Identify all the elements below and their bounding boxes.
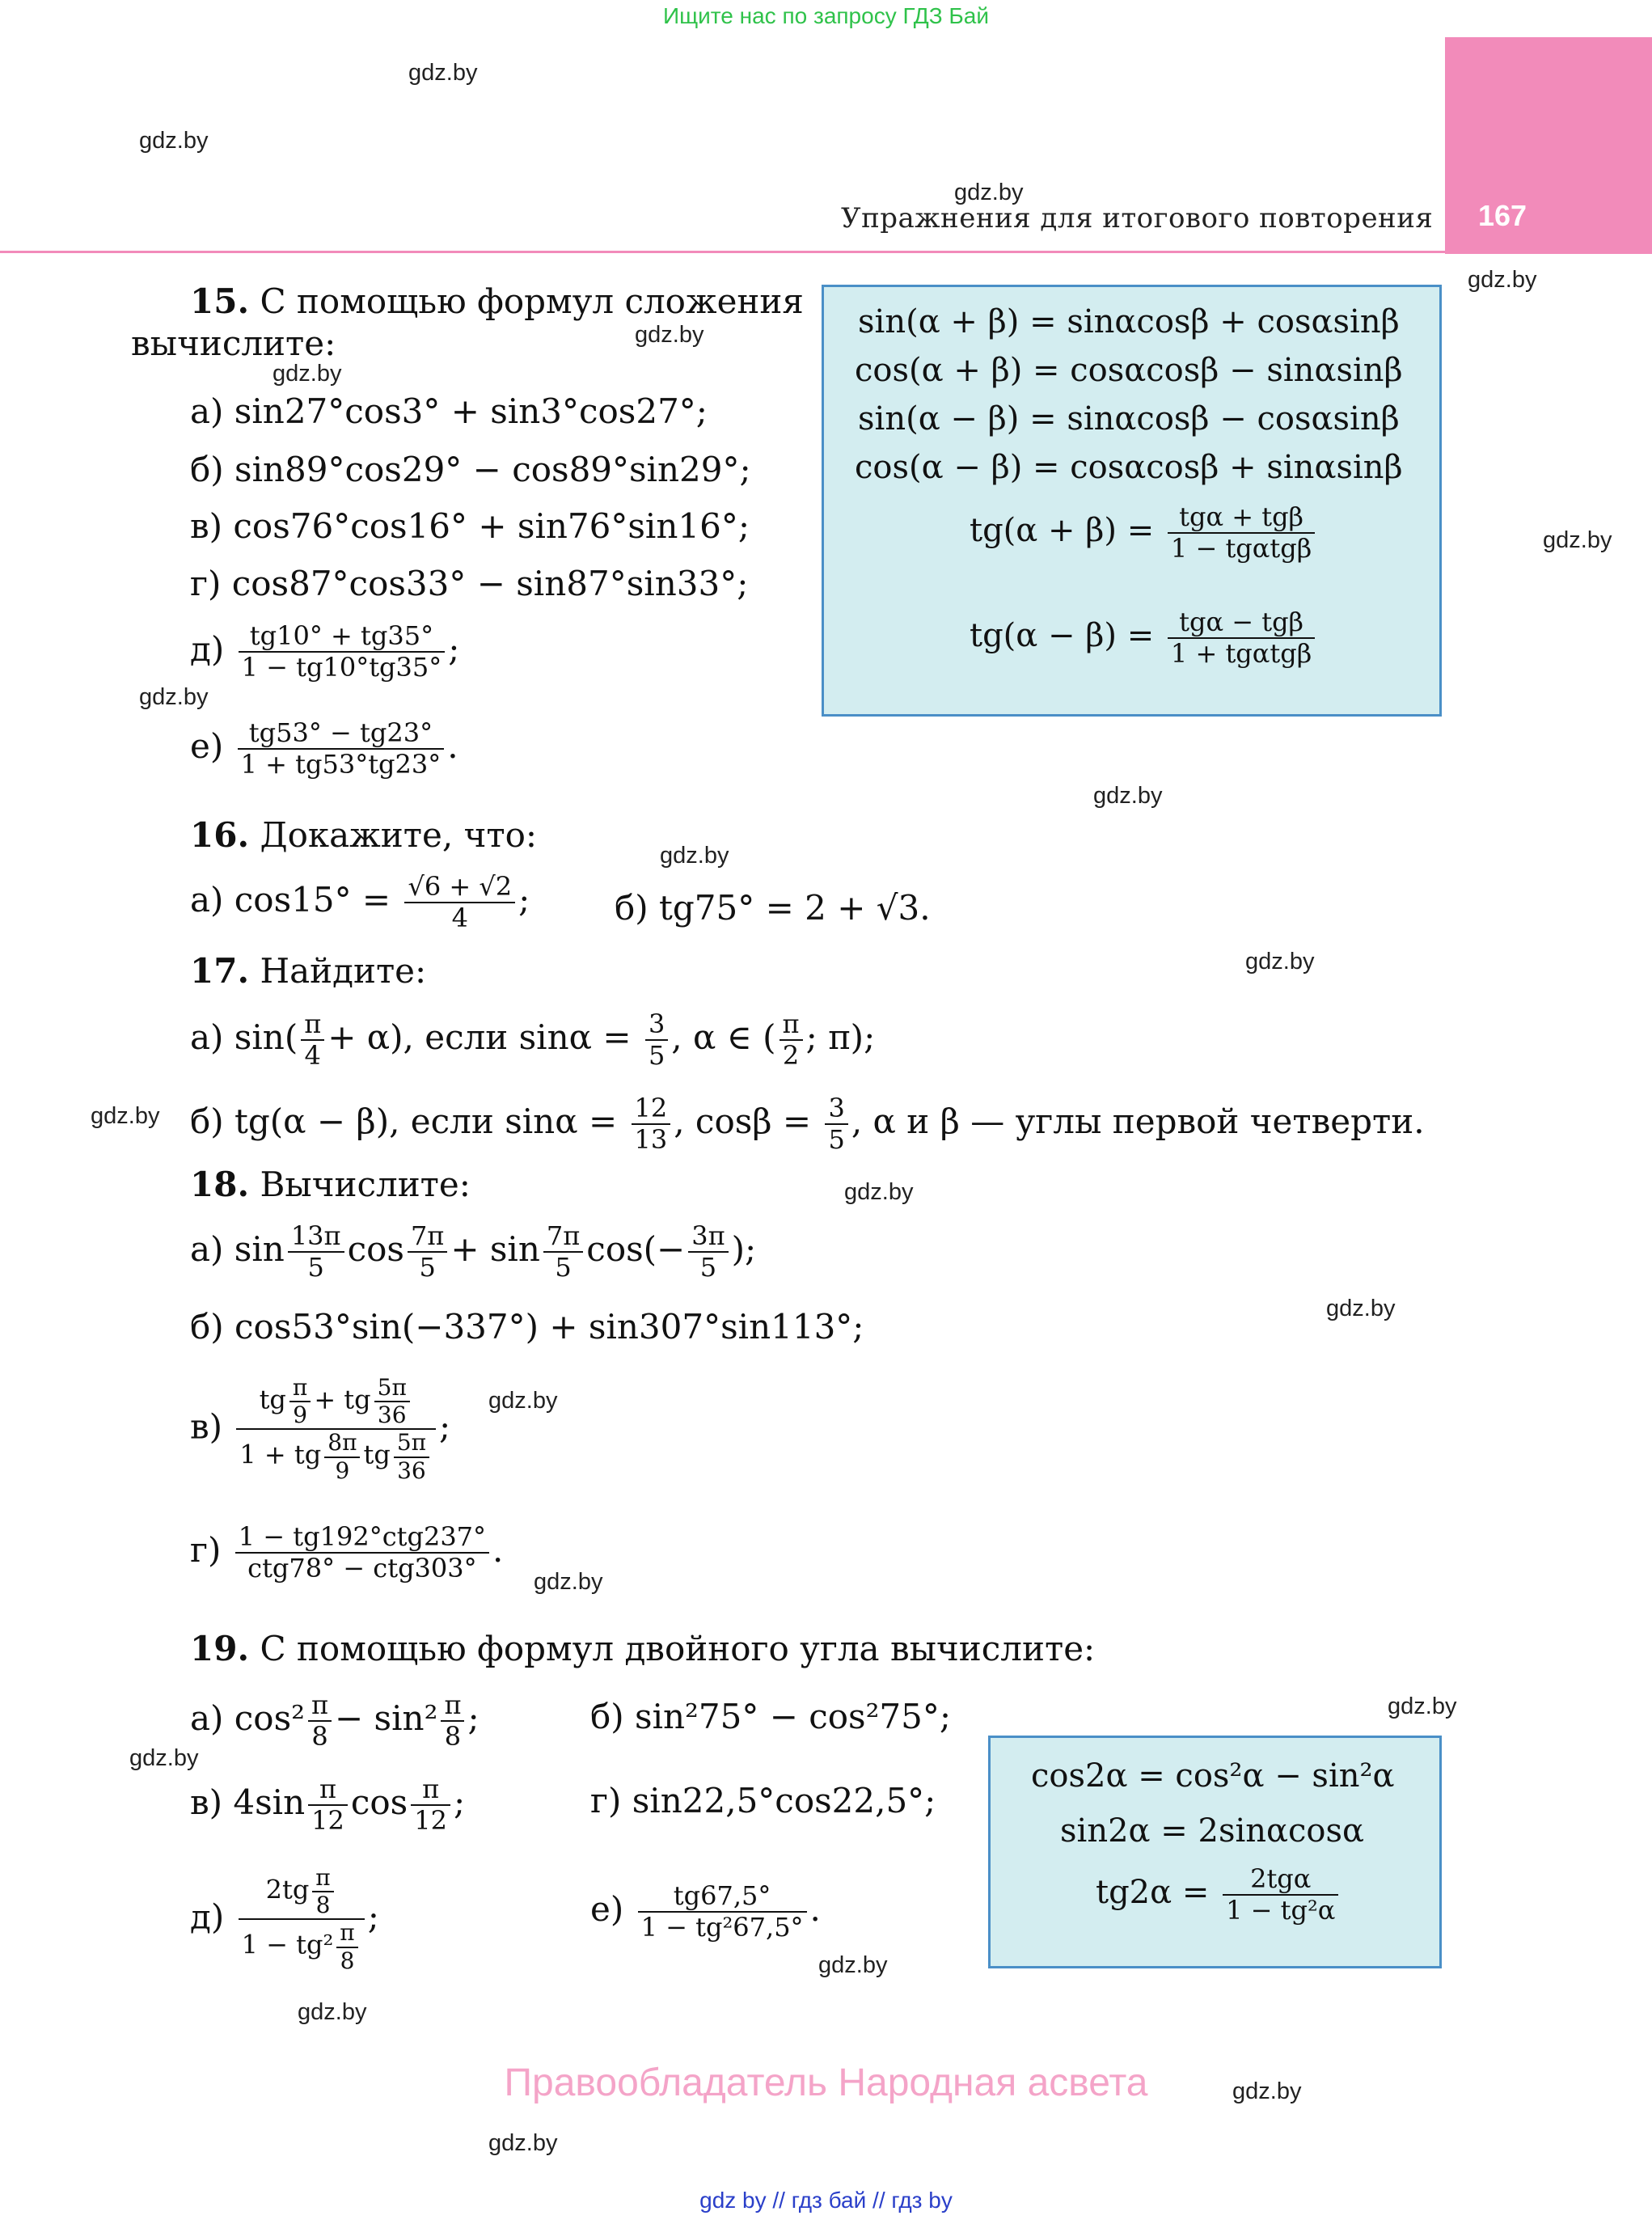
- fraction: [408, 1221, 447, 1283]
- exercise-17-heading: [190, 951, 426, 991]
- exercise-15-g: г) cos87°cos33° − sin87°sin33°;: [190, 564, 749, 603]
- text-part: 1 − tg²: [241, 1930, 334, 1961]
- watermark: gdz.by: [1543, 527, 1612, 553]
- formula-lhs: tg(α − β) =: [970, 616, 1155, 654]
- denominator: 5: [828, 1123, 845, 1155]
- denominator: 8: [340, 1947, 355, 1974]
- punctuation: ;: [439, 1406, 451, 1447]
- exercise-17-a: [190, 1009, 875, 1071]
- numerator: 3: [645, 1009, 668, 1041]
- item-label: е): [590, 1888, 624, 1929]
- numerator: 3: [825, 1093, 847, 1125]
- text-part: ;: [467, 1698, 480, 1738]
- fraction: [632, 1093, 671, 1155]
- numerator: 2tgα: [1223, 1864, 1338, 1896]
- denominator: [236, 1430, 436, 1483]
- numerator: tgα + tgβ: [1168, 502, 1315, 534]
- numerator: π: [308, 1690, 332, 1722]
- denominator: 36: [397, 1457, 426, 1484]
- denominator: 8: [311, 1720, 328, 1752]
- denominator: 9: [293, 1402, 308, 1429]
- exercise-15-d: [190, 621, 459, 683]
- numerator: 3π: [688, 1221, 728, 1253]
- denominator: 1 − tgαtgβ: [1170, 532, 1312, 564]
- denominator: 36: [377, 1402, 407, 1429]
- text-part: − sin²: [335, 1698, 438, 1738]
- watermark: gdz.by: [139, 128, 209, 154]
- denominator: 9: [335, 1457, 350, 1484]
- fraction: [235, 1522, 489, 1583]
- text-part: + α), если sinα =: [327, 1017, 632, 1057]
- text-part: + sin: [450, 1228, 540, 1269]
- fraction: [374, 1375, 410, 1428]
- denominator: 4: [451, 902, 468, 933]
- numerator: π: [336, 1920, 357, 1947]
- formula-tg2a: [1096, 1864, 1341, 1926]
- watermark: gdz.by: [1245, 949, 1315, 975]
- denominator: 5: [555, 1251, 572, 1283]
- exercise-number: 17.: [190, 951, 250, 991]
- watermark: gdz.by: [273, 361, 342, 387]
- exercise-15-heading: [190, 281, 804, 321]
- denominator: 1 − tg²67,5°: [640, 1911, 804, 1943]
- exercise-text: Найдите:: [260, 951, 427, 991]
- exercise-text: Докажите, что:: [260, 815, 538, 855]
- fraction: [645, 1009, 668, 1071]
- fraction: [1168, 607, 1315, 669]
- denominator: 2: [782, 1039, 800, 1071]
- text-part: cos: [350, 1782, 408, 1822]
- watermark: gdz.by: [91, 1103, 160, 1129]
- punctuation: .: [492, 1529, 504, 1570]
- numerator: π: [441, 1690, 464, 1722]
- text-part: б) tg(α − β), если sinα =: [190, 1101, 618, 1141]
- exercise-18-b: б) cos53°sin(−337°) + sin307°sin113°;: [190, 1307, 864, 1347]
- exercise-16-heading: [190, 815, 537, 855]
- fraction: [394, 1430, 429, 1483]
- exercise-19-heading: [190, 1629, 1095, 1668]
- item-label: д): [190, 1896, 225, 1937]
- fraction: [638, 1881, 807, 1943]
- formula-cos-diff: cos(α − β) = cosαcosβ + sinαsinβ: [855, 449, 1403, 486]
- numerator: [236, 1375, 436, 1430]
- watermark: gdz.by: [488, 2130, 558, 2156]
- numerator: π: [312, 1865, 333, 1892]
- watermark: gdz.by: [818, 1952, 888, 1978]
- watermark: gdz.by: [534, 1569, 603, 1595]
- text-part: в) 4sin: [190, 1782, 306, 1822]
- numerator: tg67,5°: [638, 1881, 807, 1913]
- denominator: [239, 1920, 365, 1973]
- double-angle-formulas-box: [988, 1736, 1442, 1968]
- text-part: а) cos²: [190, 1698, 305, 1738]
- text-part: , α ∈ (: [671, 1017, 776, 1057]
- exercise-text: С помощью формул двойного угла вычислите:: [260, 1629, 1096, 1668]
- numerator: 1 − tg192°ctg237°: [235, 1522, 489, 1554]
- text-part: а) sin: [190, 1228, 285, 1269]
- punctuation: ;: [367, 1896, 379, 1937]
- formula-sin2a: sin2α = 2sinαcosα: [1060, 1812, 1365, 1850]
- watermark: gdz.by: [1468, 267, 1537, 293]
- numerator: [239, 1865, 365, 1920]
- fraction: [301, 1009, 324, 1071]
- exercise-18-a: [190, 1221, 756, 1283]
- formula-sin-sum: sin(α + β) = sinαcosβ + cosαsinβ: [858, 303, 1400, 340]
- denominator: 8: [444, 1720, 462, 1752]
- formula-tg-diff: [970, 607, 1318, 669]
- exercise-text: Вычислите:: [260, 1165, 471, 1204]
- fraction: [239, 1865, 365, 1974]
- numerator: π: [308, 1774, 348, 1806]
- addition-formulas-box: [822, 285, 1442, 717]
- denominator: 4: [304, 1039, 321, 1071]
- header-divider: [0, 251, 1447, 253]
- numerator: π: [411, 1774, 450, 1806]
- exercise-19-b: б) sin²75° − cos²75°;: [590, 1697, 952, 1736]
- text-part: ; π);: [805, 1017, 876, 1057]
- numerator: √6 + √2: [404, 872, 515, 903]
- text-part: 2tg: [265, 1874, 310, 1905]
- denominator: 12: [414, 1804, 447, 1836]
- page-number: 167: [1478, 199, 1527, 232]
- numerator: tg10° + tg35°: [239, 621, 446, 653]
- formula-sin-diff: sin(α − β) = sinαcosβ − cosαsinβ: [858, 400, 1400, 438]
- text-part: , cosβ =: [674, 1101, 812, 1141]
- exercise-19-d: [190, 1865, 379, 1974]
- watermark: gdz.by: [408, 60, 478, 86]
- text-part: , α и β — углы первой четверти.: [851, 1101, 1425, 1141]
- text-part: + tg: [314, 1384, 371, 1415]
- text-part: );: [731, 1228, 757, 1269]
- denominator: 5: [699, 1251, 717, 1283]
- exercise-number: 19.: [190, 1629, 250, 1668]
- fraction: [441, 1690, 464, 1752]
- running-header: Упражнения для итогового повторения: [841, 202, 1434, 235]
- exercise-19-a: [190, 1690, 480, 1752]
- exercise-18-g: [190, 1522, 503, 1583]
- fraction: [411, 1774, 450, 1836]
- exercise-19-v: [190, 1774, 465, 1836]
- fraction: [336, 1920, 357, 1973]
- fraction: [404, 872, 515, 933]
- text-part: tg: [363, 1440, 391, 1471]
- numerator: 7π: [543, 1221, 583, 1253]
- fraction: [308, 1774, 348, 1836]
- watermark: gdz.by: [1232, 2078, 1302, 2104]
- formula-cos-sum: cos(α + β) = cosαcosβ − sinαsinβ: [855, 352, 1403, 389]
- denominator: ctg78° − ctg303°: [247, 1552, 477, 1583]
- watermark: gdz.by: [954, 180, 1024, 205]
- denominator: 5: [307, 1251, 324, 1283]
- exercise-17-b: [190, 1093, 1425, 1155]
- denominator: 1 + tgαtgβ: [1170, 637, 1312, 669]
- numerator: 12: [632, 1093, 671, 1125]
- copyright-footer: Правообладатель Народная асвета: [504, 2061, 1148, 2104]
- numerator: 13π: [288, 1221, 344, 1253]
- fraction: [236, 1375, 436, 1484]
- watermark: gdz.by: [1388, 1693, 1457, 1719]
- fraction: [289, 1375, 311, 1428]
- numerator: π: [289, 1375, 311, 1402]
- watermark: gdz.by: [298, 1999, 367, 2025]
- watermark: gdz.by: [660, 843, 729, 869]
- exercise-18-heading: [190, 1165, 471, 1204]
- bottom-links[interactable]: gdz by // гдз бай // гдз by: [699, 2188, 953, 2213]
- fraction: [324, 1430, 360, 1483]
- item-label: г): [190, 1529, 222, 1570]
- numerator: 5π: [374, 1375, 410, 1402]
- item-label: в): [190, 1406, 223, 1447]
- denominator: 5: [648, 1039, 665, 1071]
- numerator: π: [780, 1009, 803, 1041]
- watermark: gdz.by: [488, 1388, 558, 1414]
- page-number-tab: [1445, 37, 1652, 254]
- text-part: cos: [347, 1228, 404, 1269]
- formula-tg-sum: [970, 502, 1318, 564]
- denominator: 1 − tg²α: [1226, 1894, 1336, 1926]
- text-part: 1 + tg: [239, 1440, 322, 1471]
- exercise-text: С помощью формул сложения: [260, 281, 804, 321]
- numerator: 5π: [394, 1430, 429, 1457]
- fraction: [312, 1865, 333, 1918]
- fraction: [825, 1093, 847, 1155]
- watermark: gdz.by: [1326, 1296, 1396, 1321]
- watermark: gdz.by: [129, 1745, 199, 1771]
- fraction: [288, 1221, 344, 1283]
- watermark: gdz.by: [844, 1179, 914, 1205]
- exercise-number: 16.: [190, 815, 250, 855]
- text-part: tg: [259, 1384, 286, 1415]
- top-banner: Ищите нас по запросу ГДЗ Бай: [662, 3, 990, 28]
- exercise-16-a: [190, 872, 530, 933]
- exercise-15-e: [190, 718, 458, 780]
- fraction: [1223, 1864, 1338, 1926]
- exercise-16-b: б) tg75° = 2 + √3.: [615, 888, 931, 928]
- fraction: [688, 1221, 728, 1283]
- denominator: 12: [311, 1804, 344, 1836]
- formula-lhs: а) cos15° =: [190, 879, 391, 920]
- item-label: е): [190, 725, 224, 766]
- fraction: [238, 718, 445, 780]
- watermark: gdz.by: [635, 322, 704, 348]
- fraction: [239, 621, 446, 683]
- numerator: tg53° − tg23°: [238, 718, 445, 750]
- punctuation: ;: [518, 879, 530, 920]
- watermark: gdz.by: [1093, 783, 1163, 809]
- numerator: 8π: [324, 1430, 360, 1457]
- exercise-19-e: [590, 1881, 821, 1943]
- punctuation: .: [809, 1888, 821, 1929]
- punctuation: .: [447, 725, 458, 766]
- watermark: gdz.by: [139, 684, 209, 710]
- punctuation: ;: [448, 628, 460, 669]
- numerator: 7π: [408, 1221, 447, 1253]
- denominator: 8: [315, 1892, 331, 1919]
- exercise-15-heading-cont: вычислите:: [131, 323, 336, 363]
- exercise-number: 15.: [190, 281, 250, 321]
- fraction: [543, 1221, 583, 1283]
- fraction: [1168, 502, 1315, 564]
- fraction: [780, 1009, 803, 1071]
- denominator: 1 − tg10°tg35°: [241, 651, 442, 683]
- exercise-15-v: в) cos76°cos16° + sin76°sin16°;: [190, 506, 750, 546]
- denominator: 5: [419, 1251, 436, 1283]
- denominator: 1 + tg53°tg23°: [240, 748, 442, 780]
- exercise-15-b: б) sin89°cos29° − cos89°sin29°;: [190, 450, 751, 489]
- item-label: д): [190, 628, 225, 669]
- text-part: ;: [453, 1782, 466, 1822]
- formula-lhs: tg(α + β) =: [970, 511, 1155, 549]
- fraction: [308, 1690, 332, 1752]
- numerator: π: [301, 1009, 324, 1041]
- text-part: а) sin(: [190, 1017, 298, 1057]
- denominator: 13: [634, 1123, 668, 1155]
- numerator: tgα − tgβ: [1168, 607, 1315, 639]
- text-part: cos(−: [586, 1228, 686, 1269]
- exercise-19-g: г) sin22,5°cos22,5°;: [590, 1781, 936, 1820]
- formula-cos2a: cos2α = cos²α − sin²α: [1031, 1757, 1395, 1795]
- exercise-number: 18.: [190, 1165, 250, 1204]
- exercise-15-a: а) sin27°cos3° + sin3°cos27°;: [190, 391, 708, 431]
- formula-lhs: tg2α =: [1096, 1873, 1210, 1911]
- exercise-18-v: [190, 1375, 450, 1484]
